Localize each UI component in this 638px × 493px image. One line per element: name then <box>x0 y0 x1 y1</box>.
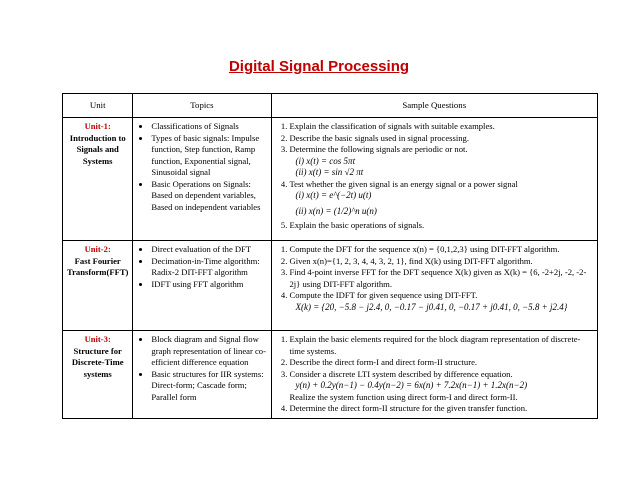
questions-cell <box>271 331 598 419</box>
questions-list <box>276 334 594 415</box>
list-item: • IDFT using FFT algorithm <box>151 279 266 291</box>
question-text: Realize the system function using direct form-I and direct form-II. <box>289 391 518 402</box>
header-unit: Unit <box>63 94 133 118</box>
topics-list <box>137 244 266 290</box>
unit-cell <box>63 331 133 419</box>
list-item: 3. Find 4-point inverse FFT for the DFT sequence X(k) given as X(k) = {6, -2+2j, -2, -2-2j} using DIT-FFT algorithm. <box>290 267 594 290</box>
questions-list <box>276 244 594 313</box>
unit-cell <box>63 241 133 331</box>
unit-name: Structure for Discrete-Time systems <box>71 345 124 379</box>
unit-code: Unit-3: <box>84 334 111 344</box>
table-header-row <box>63 94 598 118</box>
formula: (ii) x(t) = sin √2 πt <box>295 167 364 177</box>
list-item: 2. Describe the direct form-I and direct form-II structure. <box>290 357 594 369</box>
table-row <box>63 331 598 419</box>
topics-cell <box>133 241 271 331</box>
topics-cell <box>133 331 271 419</box>
list-item <box>290 144 594 179</box>
formula: (ii) x(n) = (1/2)^n u(n) <box>295 205 377 216</box>
table-row <box>63 241 598 331</box>
questions-cell <box>271 241 598 331</box>
list-item: 5. Explain the basic operations of signals. <box>290 220 594 232</box>
unit-name: Fast Fourier Transform(FFT) <box>67 255 129 277</box>
unit-name: Introduction to Signals and Systems <box>69 132 126 166</box>
formula: X(k) = {20, −5.8 − j2.4, 0, −0.17 − j0.41, 0, −0.17 + j0.41, 0, −5.8 + j2.4} <box>295 301 568 312</box>
formula: (i) x(t) = cos 5πt <box>295 155 356 166</box>
formula: (i) x(t) = e^(−2t) u(t) <box>295 190 372 200</box>
list-item: • Basic structures for IIR systems: Direct-form; Cascade form; Parallel form <box>151 369 266 404</box>
list-item: • Decimation-in-Time algorithm: Radix-2 DIT-FFT algorithm <box>151 256 266 279</box>
unit-code: Unit-1: <box>84 121 111 131</box>
list-item: 4. Determine the direct form-II structure for the given transfer function. <box>290 403 594 415</box>
question-text: Determine the following signals are periodic or not. <box>289 144 468 154</box>
question-text: Compute the IDFT for given sequence using DIT-FFT. <box>289 290 478 300</box>
table-row <box>63 118 598 241</box>
header-sample-questions: Sample Questions <box>271 94 598 118</box>
header-topics: Topics <box>133 94 271 118</box>
list-item <box>290 369 594 404</box>
questions-list <box>276 121 594 231</box>
list-item: 1. Explain the basic elements required for the block diagram representation of discrete-time systems. <box>290 334 594 357</box>
formula: y(n) + 0.2y(n−1) − 0.4y(n−2) = 6x(n) + 7.2x(n−1) + 1.2x(n−2) <box>295 380 528 390</box>
question-text: Consider a discrete LTI system described by difference equation. <box>289 368 513 379</box>
list-item: • Direct evaluation of the DFT <box>151 244 266 256</box>
list-item <box>290 179 594 220</box>
list-item: 1. Compute the DFT for the sequence x(n) = {0,1,2,3} using DIT-FFT algorithm. <box>290 244 594 256</box>
unit-code: Unit-2: <box>84 244 111 254</box>
list-item: • Basic Operations on Signals: Based on dependent variables, Based on independent variables <box>151 179 266 214</box>
topics-cell <box>133 118 271 241</box>
list-item: • Block diagram and Signal flow graph representation of linear co-efficient difference equation <box>151 334 266 369</box>
page-title: Digital Signal Processing <box>228 58 410 75</box>
list-item: • Classifications of Signals <box>151 121 266 133</box>
unit-cell <box>63 118 133 241</box>
topics-list <box>137 334 266 403</box>
topics-list <box>137 121 266 213</box>
list-item: 2. Describe the basic signals used in signal processing. <box>290 133 594 145</box>
questions-cell <box>271 118 598 241</box>
question-text: Test whether the given signal is an energy signal or a power signal <box>289 178 518 189</box>
list-item: 2. Given x(n)={1, 2, 3, 4, 4, 3, 2, 1}, find X(k) using DIT-FFT algorithm. <box>290 256 594 268</box>
list-item: 1. Explain the classification of signals with suitable examples. <box>290 121 594 133</box>
list-item <box>290 290 594 313</box>
list-item: • Types of basic signals: Impulse function, Step function, Ramp function, Exponential signal, Sinusoidal signal <box>151 133 266 179</box>
syllabus-table <box>62 93 598 419</box>
